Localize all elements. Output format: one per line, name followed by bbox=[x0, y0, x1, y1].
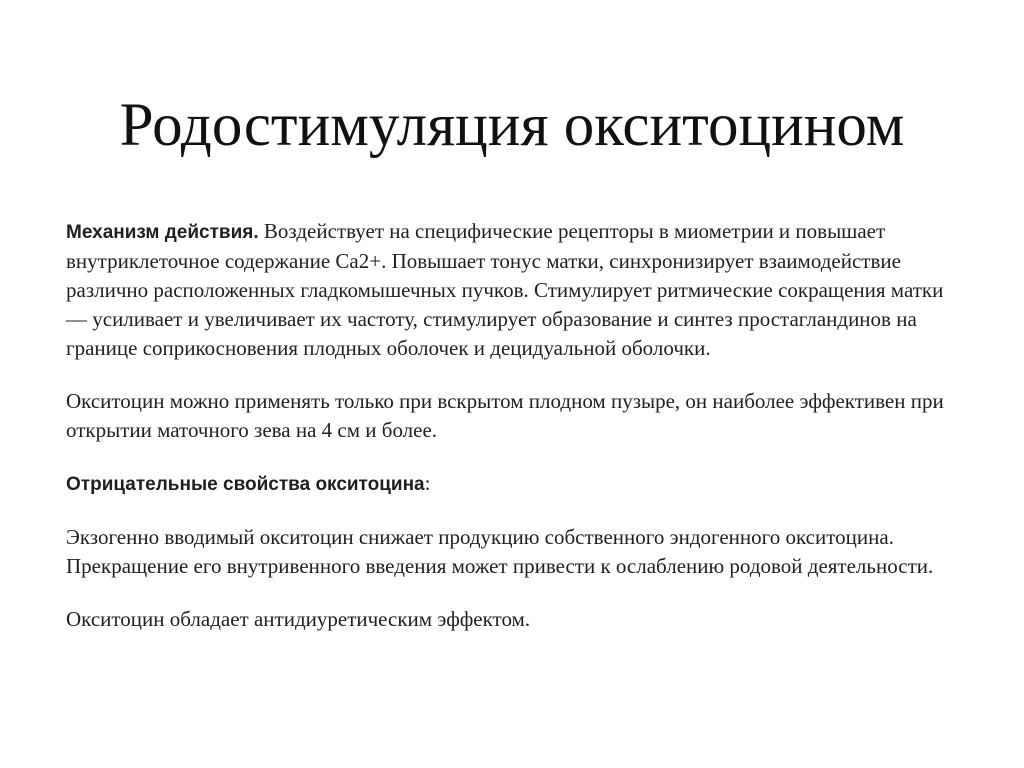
mechanism-paragraph bbox=[66, 217, 946, 363]
slide-body bbox=[66, 217, 946, 634]
mechanism-label: Механизм действия bbox=[66, 222, 254, 243]
mechanism-text: Воздействует на специфические рецепторы в миометрии и повышает внутриклеточное содержание Са2+. Повышает тонус матки, синхронизирует взаимодействие различно расположенных гладкомышечных пучков. Стимулирует ритмические сокращения матки — усиливает и увеличивает их частоту, стимулирует образование и синтез простагландинов на границе соприкосновения плодных оболочек и децидуальной оболочки. bbox=[66, 219, 944, 360]
negative-heading-text: Отрицательные свойства окситоцина bbox=[66, 474, 425, 495]
negative-properties-heading bbox=[66, 469, 946, 499]
antidiuretic-paragraph: Окситоцин обладает антидиуретическим эффектом. bbox=[66, 607, 531, 631]
negative-heading-suffix: : bbox=[424, 471, 431, 495]
usage-paragraph: Окситоцин можно применять только при вскрытом плодном пузыре, он наиболее эффективен при открытии маточного зева на 4 см и более. bbox=[66, 389, 944, 442]
slide-title: Родостимуляция окситоцином bbox=[119, 92, 905, 159]
exogenous-paragraph: Экзогенно вводимый окситоцин снижает продукцию собственного эндогенного окситоцина. Прекращение его внутривенного введения может привести к ослаблению родовой деятельности. bbox=[66, 525, 934, 578]
mechanism-label-suffix: . bbox=[253, 222, 259, 243]
